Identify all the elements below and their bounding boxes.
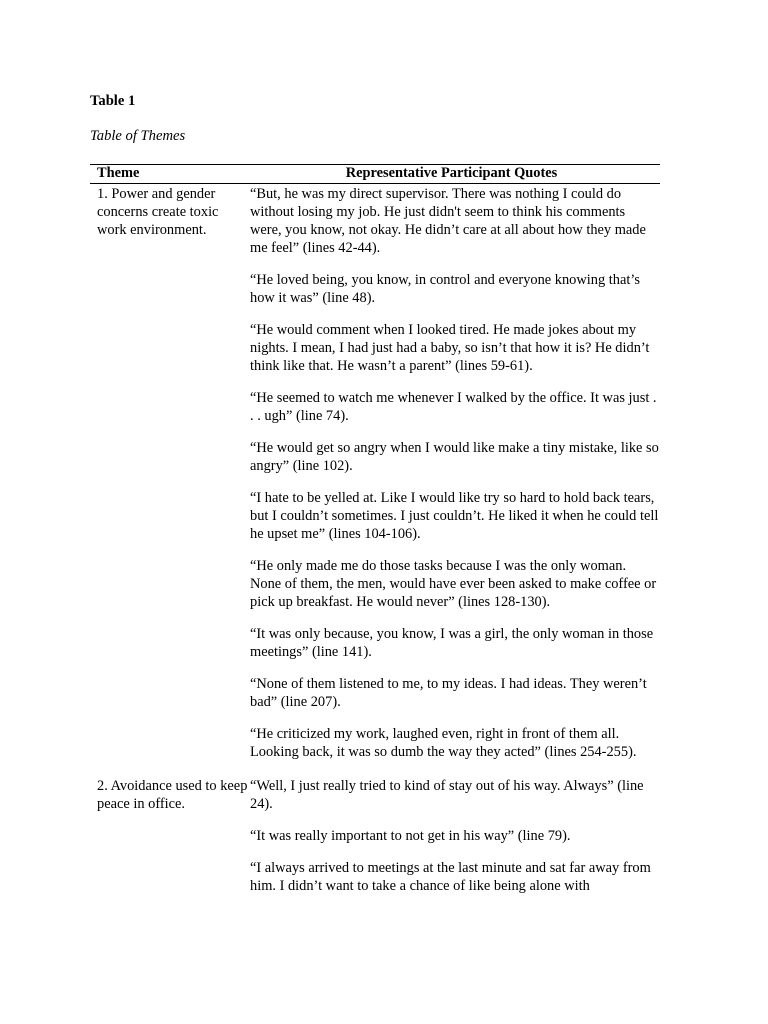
participant-quote: “He criticized my work, laughed even, right in front of them all. Looking back, it was so dumb the way they acted” (lines 254-255).: [250, 726, 637, 760]
participant-quote: “He would comment when I looked tired. He made jokes about my nights. I mean, I had just had a baby, so isn’t that how it is? He didn’t think like that. He wasn’t a parent” (lines 59-61).: [250, 322, 650, 374]
theme-cell: 2. Avoidance used to keep peace in office.: [97, 778, 248, 812]
participant-quote: “I hate to be yelled at. Like I would like try so hard to hold back tears, but I couldn’t sometimes. I just couldn’t. He liked it when he could tell he upset me” (lines 104-106).: [250, 490, 659, 542]
participant-quote: “He only made me do those tasks because I was the only woman. None of them, the men, would have ever been asked to make coffee or pick up breakfast. He would never” (lines 128-130).: [250, 558, 657, 610]
header-quotes: Representative Participant Quotes: [345, 165, 558, 181]
table-caption: Table of Themes: [90, 128, 186, 144]
participant-quote: “Well, I just really tried to kind of stay out of his way. Always” (line 24).: [250, 778, 644, 812]
header-theme: Theme: [97, 165, 140, 181]
participant-quote: “It was only because, you know, I was a girl, the only woman in those meetings” (line 141).: [250, 626, 654, 660]
participant-quote: “But, he was my direct supervisor. There was nothing I could do without losing my job. He just didn't seem to think his comments were, you know, not okay. He didn’t care at all about how they made me feel” (lines 42-44).: [250, 186, 646, 256]
theme-cell: 1. Power and gender concerns create toxic work environment.: [97, 186, 219, 238]
table-label: Table 1: [90, 93, 136, 109]
table-row: [90, 184, 660, 775]
participant-quote: “He loved being, you know, in control and everyone knowing that’s how it was” (line 48).: [250, 272, 640, 306]
participant-quote: “I always arrived to meetings at the last minute and sat far away from him. I didn’t want to take a chance of like being alone with: [250, 860, 651, 894]
participant-quote: “He would get so angry when I would like make a tiny mistake, like so angry” (line 102).: [250, 440, 659, 474]
themes-table: [90, 164, 660, 909]
participant-quote: “He seemed to watch me whenever I walked by the office. It was just . . . ugh” (line 74).: [250, 390, 657, 424]
quotes-cell: [250, 777, 660, 909]
quotes-cell: [250, 185, 660, 775]
participant-quote: “None of them listened to me, to my ideas. I had ideas. They weren’t bad” (line 207).: [250, 676, 647, 710]
table-row: [90, 777, 660, 909]
participant-quote: “It was really important to not get in his way” (line 79).: [250, 828, 571, 844]
table-header-row: [90, 164, 660, 184]
